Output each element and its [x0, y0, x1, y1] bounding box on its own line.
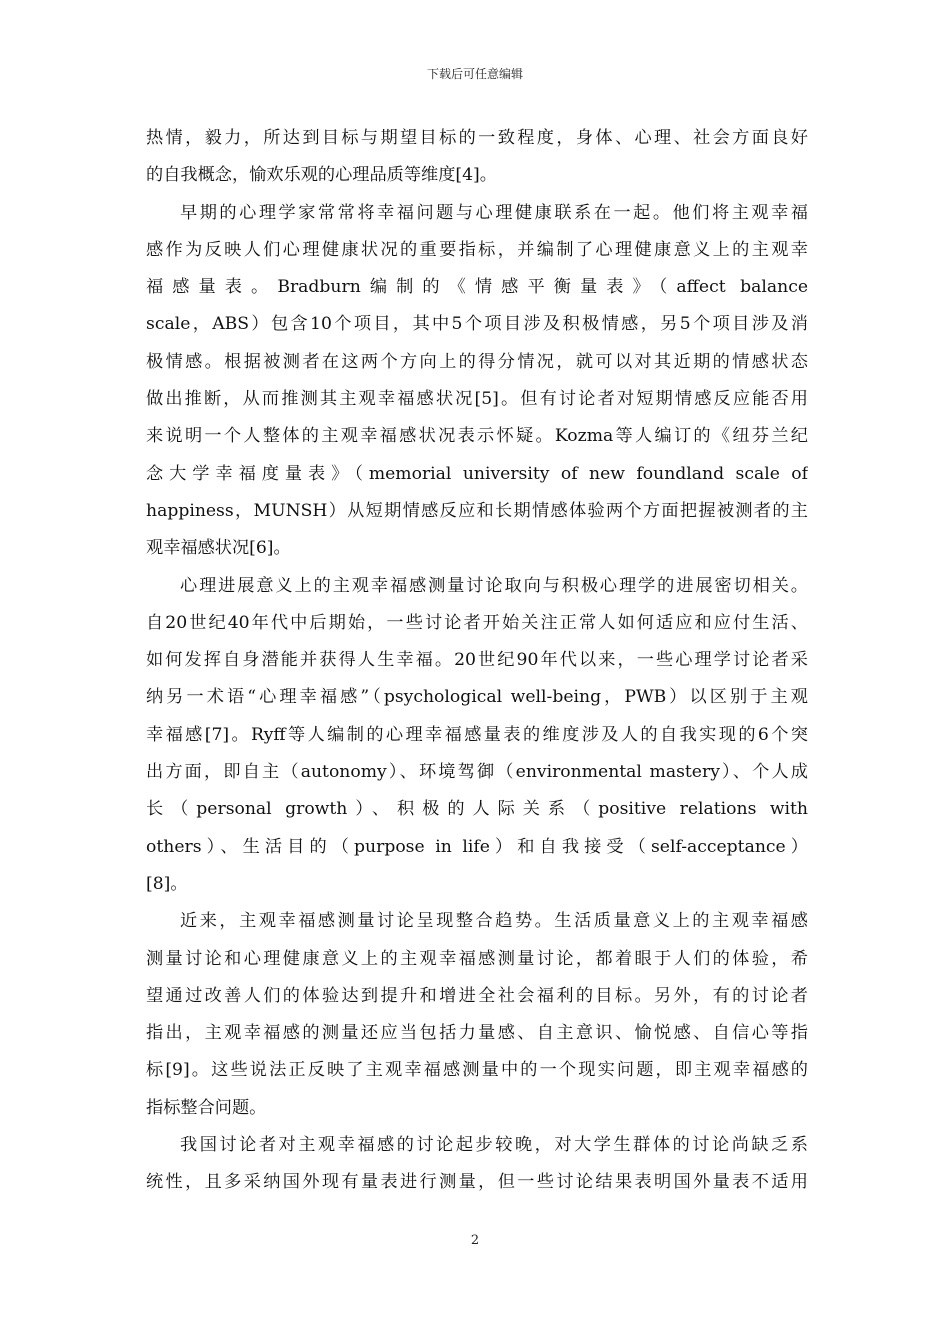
text-line: 纳另一术语“心理幸福感”（psychological well-being，PWB）以区别于主观 — [146, 687, 808, 708]
text-line: happiness，MUNSH）从短期情感反应和长期情感体验两个方面把握被测者的主 — [146, 500, 808, 521]
text-line: 长（personal growth）、积极的人际关系（positive relations with — [146, 799, 808, 820]
text-line: 我国讨论者对主观幸福感的讨论起步较晚，对大学生群体的讨论尚缺乏系 — [180, 1135, 808, 1156]
page-number: 2 — [470, 1233, 480, 1248]
text-line: 念大学幸福度量表》（memorial university of new foundland scale of — [146, 463, 808, 484]
text-line: 福感量表。Bradburn编制的《情感平衡量表》（affect balance — [146, 277, 808, 298]
text-line: 幸福感[7]。Ryff等人编制的心理幸福感量表的维度涉及人的自我实现的6个突 — [146, 724, 808, 745]
text-line: 来说明一个人整体的主观幸福感状况表示怀疑。Kozma等人编订的《纽芬兰纪 — [146, 426, 808, 447]
text-line: 如何发挥自身潜能并获得人生幸福。20世纪90年代以来，一些心理学讨论者采 — [146, 650, 808, 671]
text-line: 自20世纪40年代中后期始，一些讨论者开始关注正常人如何适应和应付生活、 — [146, 612, 808, 633]
document-body — [146, 120, 808, 1202]
text-line: 统性，且多采纳国外现有量表进行测量，但一些讨论结果表明国外量表不适用 — [146, 1172, 808, 1193]
text-line: 做出推断，从而推测其主观幸福感状况[5]。但有讨论者对短期情感反应能否用 — [146, 389, 808, 410]
text-line: 近来，主观幸福感测量讨论呈现整合趋势。生活质量意义上的主观幸福感 — [180, 911, 808, 932]
text-line: scale，ABS）包含10个项目，其中5个项目涉及积极情感，另5个项目涉及消 — [146, 314, 808, 335]
text-line: 热情，毅力，所达到目标与期望目标的一致程度，身体、心理、社会方面良好 — [146, 128, 808, 148]
text-line: 望通过改善人们的体验达到提升和增进全社会福利的目标。另外，有的讨论者 — [146, 985, 808, 1006]
text-line: 的自我概念，愉欢乐观的心理品质等维度[4]。 — [146, 165, 497, 186]
text-line: 标[9]。这些说法正反映了主观幸福感测量中的一个现实问题，即主观幸福感的 — [146, 1060, 808, 1081]
text-line: 指出，主观幸福感的测量还应当包括力量感、自主意识、愉悦感、自信心等指 — [146, 1023, 808, 1044]
text-line: 观幸福感状况[6]。 — [146, 538, 291, 559]
text-line: 出方面，即自主（autonomy）、环境驾御（environmental mastery）、个人成 — [146, 762, 808, 783]
text-line: 指标整合问题。 — [146, 1097, 267, 1118]
text-line: 早期的心理学家常常将幸福问题与心理健康联系在一起。他们将主观幸福 — [180, 202, 808, 223]
text-line: 极情感。根据被测者在这两个方向上的得分情况，就可以对其近期的情感状态 — [146, 351, 808, 372]
text-line: 感作为反映人们心理健康状况的重要指标，并编制了心理健康意义上的主观幸 — [146, 239, 808, 260]
text-line: others）、生活目的（purpose in life）和自我接受（self-acceptance） — [146, 836, 808, 857]
page-header: 下载后可任意编辑 — [426, 67, 523, 81]
text-line: 心理进展意义上的主观幸福感测量讨论取向与积极心理学的进展密切相关。 — [180, 575, 808, 596]
text-line: [8]。 — [146, 873, 188, 894]
text-line: 测量讨论和心理健康意义上的主观幸福感测量讨论，都着眼于人们的体验，希 — [146, 948, 808, 969]
